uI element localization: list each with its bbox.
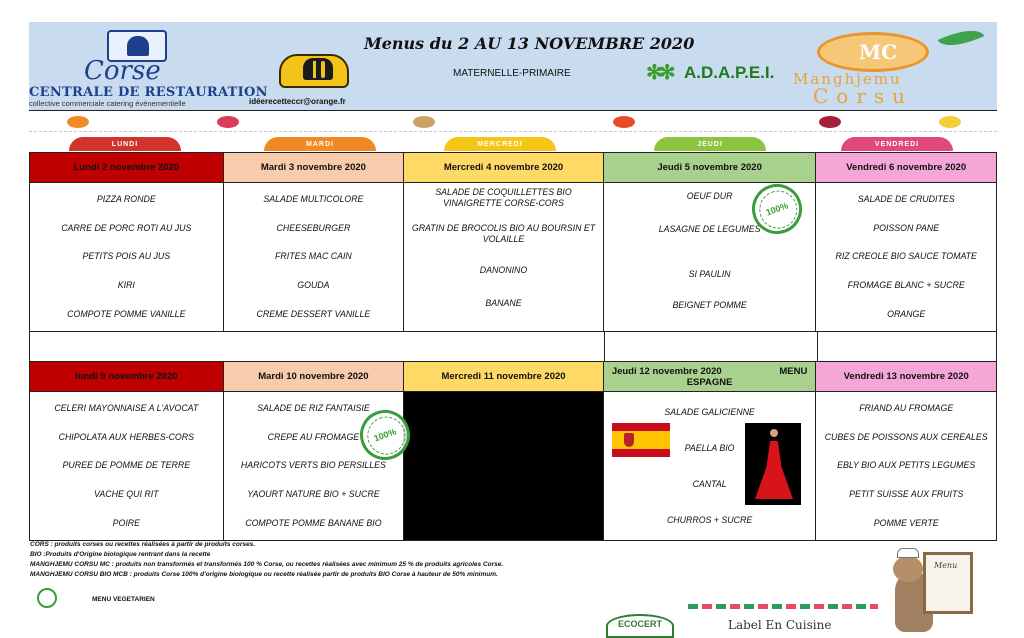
menu-item: GRATIN DE BROCOLIS BIO AU BOURSIN ET VOLAILLE bbox=[411, 223, 596, 244]
menu-item: DANONINO bbox=[479, 265, 528, 275]
note-line: MANGHJEMU CORSU BIO MCB : produits Corse 100% d'origine biologique ou recette réalisée partir de produits BIO Corse à hauteur de 50% minimum. bbox=[30, 571, 498, 578]
menu-item: SALADE GALICIENNE bbox=[664, 406, 755, 417]
menu-item: YAOURT NATURE BIO + SUCRE bbox=[247, 489, 380, 500]
menu-item: RIZ CREOLE BIO SAUCE TOMATE bbox=[835, 251, 977, 262]
note-line: BIO :Produits d'Origine biologique rentrant dans la recette bbox=[30, 551, 211, 558]
day-header-spain bbox=[604, 362, 817, 392]
corn-icon bbox=[939, 116, 961, 128]
day-header: Mercredi 11 novembre 2020 bbox=[404, 362, 604, 392]
chef-mascot-image bbox=[887, 548, 979, 638]
beet-icon bbox=[819, 116, 841, 128]
menu-item: FROMAGE BLANC + SUCRE bbox=[847, 280, 965, 291]
menu-item: KIRI bbox=[117, 280, 135, 291]
menu-item: BEIGNET POMME bbox=[672, 300, 747, 310]
day-header: Mardi 10 novembre 2020 bbox=[224, 362, 405, 392]
mailbox-icon bbox=[279, 48, 357, 92]
day-menu bbox=[816, 392, 996, 540]
menu-item: PETITS POIS AU JUS bbox=[82, 251, 171, 262]
contact-email[interactable]: idéerecetteccr@orange.fr bbox=[249, 97, 346, 106]
menu-item: PUREE DE POMME DE TERRE bbox=[62, 460, 191, 471]
corse-restauration-logo bbox=[29, 28, 268, 108]
stamp-text: 100% bbox=[764, 200, 790, 218]
menu-item: CREPE AU FROMAGE bbox=[267, 431, 360, 442]
day-menu bbox=[30, 392, 224, 540]
day-header-theme: ESPAGNE bbox=[686, 376, 733, 388]
label-en-cuisine-logo bbox=[688, 604, 878, 638]
page-title: Menus du 2 AU 13 NOVEMBRE 2020 bbox=[364, 34, 695, 53]
day-menu bbox=[404, 183, 604, 331]
menu-item: FRIAND AU FROMAGE bbox=[859, 402, 954, 413]
menu-item: ORANGE bbox=[887, 309, 926, 320]
day-header: Lundi 2 novembre 2020 bbox=[30, 153, 224, 183]
menu-item: EBLY BIO AUX PETITS LEGUMES bbox=[837, 460, 976, 471]
menu-item: CANTAL bbox=[692, 478, 727, 489]
ribbon-monday: LUNDI bbox=[69, 137, 181, 151]
week2-table bbox=[29, 361, 997, 541]
menu-item: PETIT SUISSE AUX FRUITS bbox=[849, 489, 964, 500]
note-line: CORS : produits corses ou recettes réalisées à partir de produits corses. bbox=[30, 541, 256, 548]
menu-item: SALADE DE COQUILLETTES BIO VINAIGRETTE CORSE-CORS bbox=[435, 187, 572, 208]
menu-item: SALADE DE RIZ FANTAISIE bbox=[257, 402, 370, 413]
menu-item: CARRE DE PORC ROTI AU JUS bbox=[61, 222, 192, 233]
menu-item: FRITES MAC CAIN bbox=[275, 251, 352, 262]
weekday-ribbon bbox=[29, 110, 997, 152]
week2-header-row bbox=[30, 362, 996, 392]
menu-item: LASAGNE DE LEGUMES bbox=[658, 224, 761, 234]
bunting-icon bbox=[688, 604, 878, 614]
adapei-logo bbox=[646, 60, 774, 88]
day-header: Mercredi 4 novembre 2020 bbox=[404, 153, 604, 183]
menu-item: COMPOTE POMME VANILLE bbox=[67, 309, 186, 320]
logo-word: Corse bbox=[84, 56, 161, 86]
ecocert-logo bbox=[606, 614, 674, 638]
holiday-blank bbox=[404, 392, 604, 540]
menu-item: POIRE bbox=[112, 518, 140, 529]
menu-item: CELERI MAYONNAISE A L'AVOCAT bbox=[54, 402, 199, 413]
potato-icon bbox=[413, 116, 435, 128]
week1-items-row bbox=[30, 183, 996, 331]
label-text: Label En Cuisine bbox=[728, 618, 832, 632]
menu-item: PAELLA BIO bbox=[684, 442, 735, 453]
ribbon-tuesday: MARDI bbox=[264, 137, 376, 151]
day-header: Vendredi 13 novembre 2020 bbox=[816, 362, 996, 392]
people-icon: ✻✻ bbox=[646, 62, 672, 84]
week1-header-row bbox=[30, 153, 996, 183]
day-header: Vendredi 6 novembre 2020 bbox=[816, 153, 996, 183]
menu-item: CHIPOLATA AUX HERBES-CORS bbox=[58, 431, 194, 442]
mc-initials: MC bbox=[859, 40, 898, 64]
carrot-icon bbox=[67, 116, 89, 128]
radish-icon bbox=[217, 116, 239, 128]
menu-item: HARICOTS VERTS BIO PERSILLES bbox=[240, 460, 386, 471]
ribbon-friday: VENDREDI bbox=[841, 137, 953, 151]
menu-item: VACHE QUI RIT bbox=[94, 489, 159, 500]
adapei-text: A.D.A.P.E.I. bbox=[683, 62, 775, 82]
note-line: MANGHJEMU CORSU MC : produits non transformés et transformés 100 % Corse, ou recettes réalisées avec minimum 25 % de produits agricoles Corse. bbox=[30, 561, 504, 568]
day-menu bbox=[30, 183, 224, 331]
menu-item: POMME VERTE bbox=[873, 518, 939, 529]
vegetarian-legend-icon bbox=[37, 588, 57, 608]
mc-line2: Corsu bbox=[813, 84, 914, 108]
menu-item: CREME DESSERT VANILLE bbox=[256, 309, 371, 320]
legend-notes bbox=[30, 540, 650, 580]
ribbon-wednesday: MERCREDI bbox=[444, 137, 556, 151]
tomato-icon bbox=[613, 116, 635, 128]
week1-table bbox=[29, 152, 997, 332]
menu-item: CHEESEBURGER bbox=[276, 222, 351, 233]
manghjemu-corsu-logo bbox=[789, 24, 995, 108]
menu-item: CUBES DE POISSONS AUX CEREALES bbox=[824, 431, 988, 442]
ribbon-thursday: JEUDI bbox=[654, 137, 766, 151]
week2-items-row bbox=[30, 392, 996, 540]
board-text: Menu bbox=[934, 561, 958, 570]
day-header: lundi 9 novembre 2020 bbox=[30, 362, 224, 392]
stamp-text: 100% bbox=[372, 426, 398, 444]
week-separator bbox=[29, 332, 997, 362]
day-menu bbox=[224, 183, 405, 331]
header-banner bbox=[29, 22, 997, 110]
day-header-date: Jeudi 12 novembre 2020 bbox=[611, 365, 722, 377]
menu-item: SALADE MULTICOLORE bbox=[263, 193, 364, 204]
vegetarian-legend-label: MENU VEGETARIEN bbox=[92, 596, 155, 603]
menu-item: POISSON PANE bbox=[873, 222, 940, 233]
menu-item: GOUDA bbox=[297, 280, 330, 291]
spain-flag-icon bbox=[612, 423, 670, 457]
day-header-menu: MENU bbox=[779, 365, 808, 377]
menu-item: BANANE bbox=[485, 298, 522, 308]
leaf-icon bbox=[938, 21, 985, 54]
day-menu bbox=[816, 183, 996, 331]
menu-item: CHURROS + SUCRE bbox=[666, 514, 753, 525]
flamenco-dancer-image bbox=[745, 423, 801, 505]
logo-line2: collective commerciale catering événementielle bbox=[29, 99, 186, 108]
menu-item: PIZZA RONDE bbox=[96, 193, 156, 204]
menu-item: SI PAULIN bbox=[688, 269, 731, 279]
ecocert-text: ECOCERT bbox=[617, 619, 662, 629]
mc-line1: Manghjemu bbox=[793, 70, 902, 88]
day-header: Jeudi 5 novembre 2020 bbox=[604, 153, 817, 183]
menu-item: SALADE DE CRUDITES bbox=[857, 193, 955, 204]
page-subtitle: MATERNELLE-PRIMAIRE bbox=[453, 68, 571, 79]
logo-line1: CENTRALE DE RESTAURATION bbox=[29, 85, 268, 100]
menu-item: COMPOTE POMME BANANE BIO bbox=[245, 518, 382, 529]
day-header: Mardi 3 novembre 2020 bbox=[224, 153, 405, 183]
menu-item: OEUF DUR bbox=[686, 191, 733, 201]
